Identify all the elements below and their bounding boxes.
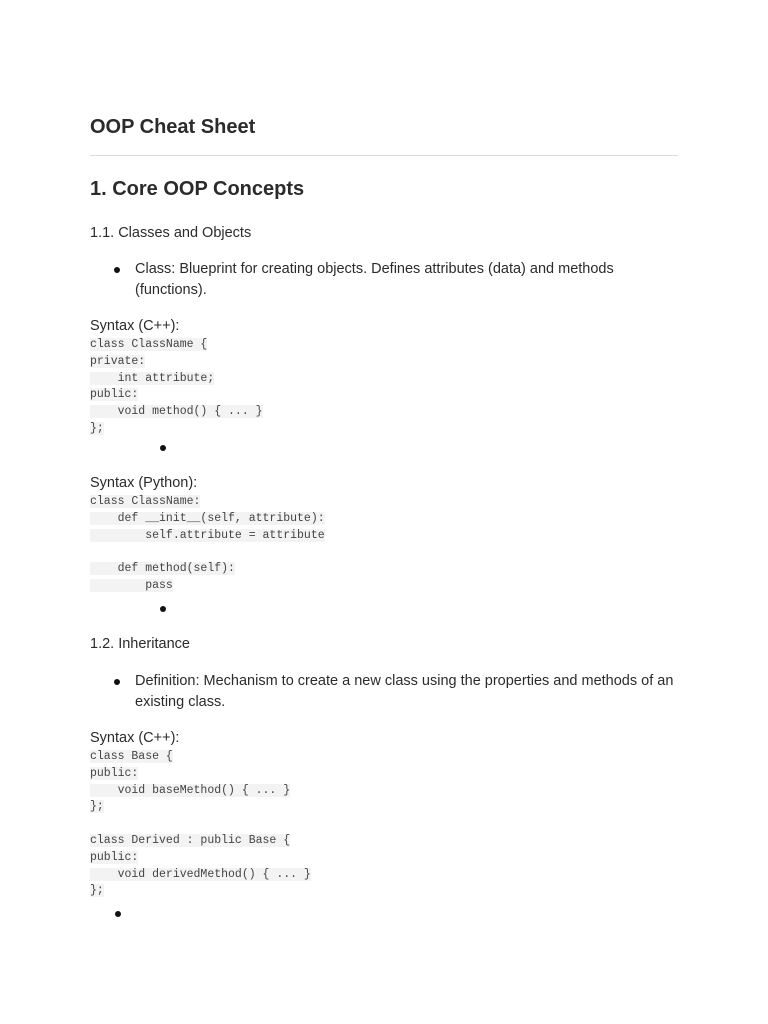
bullet-inheritance-definition <box>114 671 674 713</box>
code-line-text: class ClassName { <box>90 338 208 351</box>
code-line-text: def method(self): <box>90 562 235 576</box>
subsection-heading-classes-objects: 1.1. Classes and Objects <box>90 225 252 241</box>
code-line-text: public: <box>90 388 139 402</box>
empty-bullet-dot <box>115 911 121 917</box>
code-line <box>90 783 311 800</box>
title-divider <box>90 155 678 156</box>
code-line <box>90 561 325 578</box>
bullet-dot <box>114 267 120 273</box>
code-line <box>90 578 325 595</box>
syntax-label-cpp-class: Syntax (C++): <box>90 318 180 334</box>
code-block-python-class <box>90 494 325 595</box>
code-line <box>90 494 325 511</box>
code-line-text: }; <box>90 800 104 814</box>
code-line-text: }; <box>90 884 104 898</box>
code-block-cpp-inheritance <box>90 749 311 900</box>
code-line <box>90 528 325 545</box>
code-line <box>90 883 311 900</box>
code-line-text: public: <box>90 766 139 780</box>
code-line-text: pass <box>90 578 173 592</box>
section-heading-core-oop: 1. Core OOP Concepts <box>90 178 305 200</box>
code-block-cpp-class <box>90 337 263 438</box>
code-line-text: class ClassName: <box>90 495 201 508</box>
code-line-text: class Derived : public Base { <box>90 833 291 847</box>
syntax-label-python-class: Syntax (Python): <box>90 475 198 491</box>
code-line <box>90 544 325 561</box>
code-line <box>90 867 311 884</box>
empty-bullet-dot <box>160 606 166 612</box>
empty-bullet-dot <box>160 445 166 451</box>
code-line-text: void method() { ... } <box>90 405 263 419</box>
code-line <box>90 799 311 816</box>
code-line <box>90 371 263 388</box>
code-line-text: }; <box>90 421 104 435</box>
code-line <box>90 511 325 528</box>
subsection-heading-inheritance: 1.2. Inheritance <box>90 636 190 652</box>
code-line-text: int attribute; <box>90 371 215 385</box>
code-line-text: private: <box>90 354 146 368</box>
code-line-text: class Base { <box>90 750 173 763</box>
code-line-text: self.attribute = attribute <box>90 528 325 542</box>
code-line <box>90 816 311 833</box>
code-line <box>90 850 311 867</box>
code-line-text: def __init__(self, attribute): <box>90 511 325 525</box>
code-line <box>90 354 263 371</box>
bullet-dot <box>114 679 120 685</box>
code-line <box>90 421 263 438</box>
syntax-label-cpp-inheritance: Syntax (C++): <box>90 730 180 746</box>
bullet-text: Definition: Mechanism to create a new class using the properties and methods of an existing class. <box>135 673 674 710</box>
code-line <box>90 766 311 783</box>
code-line-text: void baseMethod() { ... } <box>90 783 291 797</box>
code-line <box>90 833 311 850</box>
bullet-class-definition <box>114 259 674 301</box>
bullet-text: Class: Blueprint for creating objects. Defines attributes (data) and methods (functions). <box>135 261 614 298</box>
code-line-text: void derivedMethod() { ... } <box>90 867 311 881</box>
code-line <box>90 404 263 421</box>
page-title: OOP Cheat Sheet <box>90 116 256 138</box>
code-line <box>90 387 263 404</box>
code-line-text: public: <box>90 850 139 864</box>
code-line <box>90 337 263 354</box>
code-line <box>90 749 311 766</box>
